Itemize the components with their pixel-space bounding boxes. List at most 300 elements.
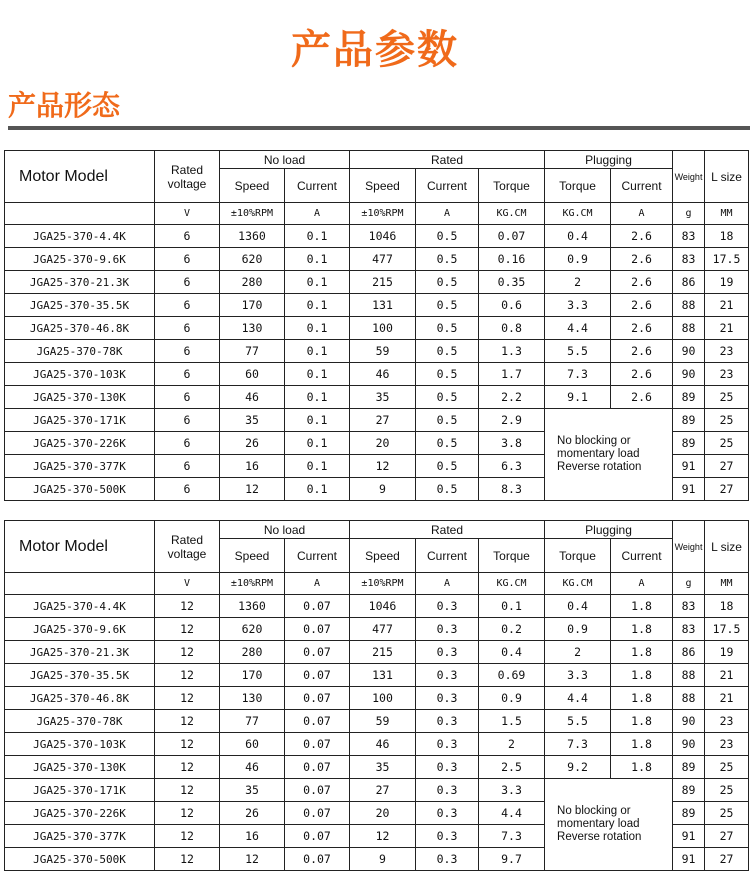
cell-rated-torque: 9.7 — [479, 848, 545, 871]
cell-voltage: 12 — [155, 641, 220, 664]
cell-plugging-current: 2.6 — [611, 386, 673, 409]
cell-motor-model: JGA25-370-130K — [5, 386, 155, 409]
cell-rated-speed: 20 — [350, 432, 416, 455]
cell-voltage: 6 — [155, 271, 220, 294]
header-rated-voltage: Rated voltage — [155, 521, 220, 573]
cell-motor-model: JGA25-370-377K — [5, 455, 155, 478]
unit-rated-torque: KG.CM — [479, 203, 545, 225]
cell-rated-current: 0.3 — [416, 664, 479, 687]
cell-no-load-speed: 620 — [220, 248, 285, 271]
cell-rated-current: 0.3 — [416, 710, 479, 733]
cell-rated-current: 0.5 — [416, 271, 479, 294]
header-weight: Weight — [673, 521, 705, 573]
header-weight: Weight — [673, 151, 705, 203]
unit-rated-speed: ±10%RPM — [350, 573, 416, 595]
cell-rated-current: 0.5 — [416, 386, 479, 409]
cell-l-size: 25 — [705, 432, 749, 455]
cell-motor-model: JGA25-370-9.6K — [5, 248, 155, 271]
cell-no-load-speed: 620 — [220, 618, 285, 641]
cell-rated-torque: 0.16 — [479, 248, 545, 271]
cell-no-load-speed: 35 — [220, 779, 285, 802]
cell-l-size: 23 — [705, 710, 749, 733]
table-row — [5, 294, 749, 317]
unit-rated-current: A — [416, 203, 479, 225]
header-rated-current: Current — [416, 539, 479, 573]
header-no-load: No load — [220, 151, 350, 169]
cell-weight: 91 — [673, 455, 705, 478]
cell-plugging-current: 1.8 — [611, 641, 673, 664]
cell-plugging-current: 2.6 — [611, 340, 673, 363]
header-plugging-torque: Torque — [545, 169, 611, 203]
cell-motor-model: JGA25-370-171K — [5, 409, 155, 432]
cell-no-load-speed: 1360 — [220, 595, 285, 618]
cell-weight: 83 — [673, 225, 705, 248]
cell-weight: 89 — [673, 432, 705, 455]
cell-no-load-speed: 170 — [220, 294, 285, 317]
unit-rated-torque: KG.CM — [479, 573, 545, 595]
cell-motor-model: JGA25-370-21.3K — [5, 641, 155, 664]
unit-no-load-current: A — [285, 573, 350, 595]
cell-weight: 90 — [673, 733, 705, 756]
cell-rated-speed: 59 — [350, 340, 416, 363]
header-plugging-current: Current — [611, 169, 673, 203]
cell-motor-model: JGA25-370-103K — [5, 363, 155, 386]
cell-plugging-current: 1.8 — [611, 687, 673, 710]
cell-rated-current: 0.3 — [416, 595, 479, 618]
cell-l-size: 25 — [705, 409, 749, 432]
note-line-2: momentary load — [557, 818, 640, 830]
cell-plugging-torque: 7.3 — [545, 363, 611, 386]
cell-plugging-torque: 5.5 — [545, 340, 611, 363]
cell-motor-model: JGA25-370-500K — [5, 848, 155, 871]
cell-l-size: 17.5 — [705, 618, 749, 641]
cell-plugging-current: 2.6 — [611, 363, 673, 386]
cell-rated-torque: 8.3 — [479, 478, 545, 501]
cell-rated-current: 0.3 — [416, 756, 479, 779]
cell-motor-model: JGA25-370-9.6K — [5, 618, 155, 641]
cell-no-load-speed: 12 — [220, 848, 285, 871]
cell-no-load-current: 0.1 — [285, 455, 350, 478]
cell-plugging-torque: 0.4 — [545, 225, 611, 248]
note-line-1: No blocking or — [557, 805, 631, 817]
cell-rated-speed: 131 — [350, 294, 416, 317]
cell-rated-torque: 3.3 — [479, 779, 545, 802]
cell-rated-torque: 6.3 — [479, 455, 545, 478]
cell-rated-speed: 215 — [350, 641, 416, 664]
table-row — [5, 409, 749, 432]
cell-rated-current: 0.5 — [416, 478, 479, 501]
table-row — [5, 317, 749, 340]
cell-no-load-current: 0.1 — [285, 225, 350, 248]
cell-voltage: 6 — [155, 363, 220, 386]
header-rated-speed: Speed — [350, 539, 416, 573]
cell-rated-torque: 1.3 — [479, 340, 545, 363]
cell-l-size: 25 — [705, 802, 749, 825]
cell-rated-current: 0.5 — [416, 248, 479, 271]
header-rated: Rated — [350, 151, 545, 169]
cell-voltage: 6 — [155, 225, 220, 248]
cell-rated-speed: 215 — [350, 271, 416, 294]
cell-motor-model: JGA25-370-171K — [5, 779, 155, 802]
cell-plugging-torque: 0.9 — [545, 618, 611, 641]
cell-rated-torque: 1.7 — [479, 363, 545, 386]
table-row — [5, 710, 749, 733]
cell-no-load-speed: 16 — [220, 825, 285, 848]
cell-no-load-current: 0.07 — [285, 664, 350, 687]
cell-no-load-speed: 130 — [220, 317, 285, 340]
cell-rated-current: 0.3 — [416, 687, 479, 710]
header-plugging-current: Current — [611, 539, 673, 573]
cell-rated-speed: 100 — [350, 317, 416, 340]
cell-plugging-current: 1.8 — [611, 756, 673, 779]
table-row — [5, 641, 749, 664]
table-row — [5, 779, 749, 802]
cell-rated-speed: 1046 — [350, 595, 416, 618]
cell-plugging-current: 1.8 — [611, 664, 673, 687]
cell-l-size: 27 — [705, 478, 749, 501]
cell-plugging-torque: 9.2 — [545, 756, 611, 779]
cell-rated-speed: 131 — [350, 664, 416, 687]
table-row — [5, 271, 749, 294]
cell-voltage: 12 — [155, 825, 220, 848]
cell-no-load-speed: 60 — [220, 733, 285, 756]
cell-motor-model: JGA25-370-226K — [5, 802, 155, 825]
cell-no-load-current: 0.1 — [285, 363, 350, 386]
cell-l-size: 23 — [705, 733, 749, 756]
cell-no-load-current: 0.1 — [285, 432, 350, 455]
note-line-3: Reverse rotation — [557, 461, 642, 473]
header-plugging: Plugging — [545, 521, 673, 539]
cell-rated-current: 0.5 — [416, 294, 479, 317]
cell-weight: 83 — [673, 618, 705, 641]
cell-motor-model: JGA25-370-103K — [5, 733, 155, 756]
cell-rated-current: 0.3 — [416, 848, 479, 871]
cell-l-size: 19 — [705, 271, 749, 294]
cell-motor-model: JGA25-370-46.8K — [5, 687, 155, 710]
cell-no-load-current: 0.07 — [285, 756, 350, 779]
cell-motor-model: JGA25-370-4.4K — [5, 225, 155, 248]
cell-weight: 90 — [673, 340, 705, 363]
cell-rated-speed: 9 — [350, 848, 416, 871]
table-row — [5, 756, 749, 779]
cell-no-load-speed: 46 — [220, 756, 285, 779]
header-no-load-current: Current — [285, 539, 350, 573]
cell-motor-model: JGA25-370-35.5K — [5, 294, 155, 317]
cell-rated-speed: 477 — [350, 618, 416, 641]
cell-motor-model: JGA25-370-226K — [5, 432, 155, 455]
table-row — [5, 664, 749, 687]
cell-voltage: 6 — [155, 340, 220, 363]
header-motor-model: Motor Model — [5, 151, 155, 203]
header-no-load-current: Current — [285, 169, 350, 203]
cell-no-load-current: 0.07 — [285, 710, 350, 733]
cell-voltage: 12 — [155, 595, 220, 618]
cell-no-load-speed: 280 — [220, 641, 285, 664]
cell-plugging-current: 2.6 — [611, 225, 673, 248]
cell-rated-speed: 35 — [350, 386, 416, 409]
cell-weight: 88 — [673, 664, 705, 687]
cell-voltage: 6 — [155, 294, 220, 317]
cell-no-load-speed: 77 — [220, 340, 285, 363]
cell-rated-current: 0.5 — [416, 317, 479, 340]
unit-plugging-torque: KG.CM — [545, 203, 611, 225]
cell-plugging-current: 1.8 — [611, 618, 673, 641]
header-rated-torque: Torque — [479, 539, 545, 573]
cell-no-load-speed: 46 — [220, 386, 285, 409]
cell-rated-speed: 27 — [350, 779, 416, 802]
unit-model-blank — [5, 203, 155, 225]
cell-weight: 88 — [673, 294, 705, 317]
cell-rated-torque: 0.6 — [479, 294, 545, 317]
table-row — [5, 733, 749, 756]
cell-rated-current: 0.5 — [416, 432, 479, 455]
cell-no-load-speed: 77 — [220, 710, 285, 733]
unit-plugging-torque: KG.CM — [545, 573, 611, 595]
cell-l-size: 27 — [705, 825, 749, 848]
cell-weight: 89 — [673, 802, 705, 825]
cell-rated-torque: 0.1 — [479, 595, 545, 618]
header-l-size: L size — [705, 521, 749, 573]
cell-motor-model: JGA25-370-35.5K — [5, 664, 155, 687]
unit-weight: g — [673, 203, 705, 225]
cell-no-load-speed: 26 — [220, 802, 285, 825]
cell-weight: 91 — [673, 825, 705, 848]
cell-no-load-current: 0.07 — [285, 825, 350, 848]
cell-voltage: 12 — [155, 618, 220, 641]
cell-rated-speed: 46 — [350, 363, 416, 386]
unit-voltage: V — [155, 573, 220, 595]
spec-table-6v — [4, 150, 749, 501]
cell-no-load-speed: 130 — [220, 687, 285, 710]
cell-l-size: 19 — [705, 641, 749, 664]
cell-rated-speed: 59 — [350, 710, 416, 733]
cell-rated-current: 0.3 — [416, 641, 479, 664]
cell-rated-torque: 7.3 — [479, 825, 545, 848]
cell-motor-model: JGA25-370-78K — [5, 710, 155, 733]
cell-rated-speed: 477 — [350, 248, 416, 271]
cell-plugging-torque: 7.3 — [545, 733, 611, 756]
cell-weight: 89 — [673, 409, 705, 432]
cell-weight: 83 — [673, 248, 705, 271]
unit-l-size: MM — [705, 203, 749, 225]
cell-l-size: 27 — [705, 848, 749, 871]
cell-motor-model: JGA25-370-4.4K — [5, 595, 155, 618]
table-row — [5, 595, 749, 618]
cell-rated-current: 0.3 — [416, 779, 479, 802]
cell-plugging-torque: 0.4 — [545, 595, 611, 618]
cell-plugging-current: 2.6 — [611, 271, 673, 294]
cell-plugging-current: 1.8 — [611, 733, 673, 756]
cell-rated-speed: 12 — [350, 455, 416, 478]
cell-rated-torque: 3.8 — [479, 432, 545, 455]
cell-l-size: 17.5 — [705, 248, 749, 271]
cell-rated-current: 0.3 — [416, 802, 479, 825]
cell-weight: 88 — [673, 687, 705, 710]
header-rated-voltage: Rated voltage — [155, 151, 220, 203]
cell-plugging-torque: 0.9 — [545, 248, 611, 271]
cell-rated-current: 0.5 — [416, 363, 479, 386]
cell-no-load-speed: 170 — [220, 664, 285, 687]
section-divider — [8, 126, 750, 130]
cell-rated-torque: 0.35 — [479, 271, 545, 294]
header-rated-current: Current — [416, 169, 479, 203]
cell-motor-model: JGA25-370-500K — [5, 478, 155, 501]
table-row — [5, 248, 749, 271]
cell-l-size: 18 — [705, 225, 749, 248]
header-plugging-torque: Torque — [545, 539, 611, 573]
cell-rated-current: 0.5 — [416, 409, 479, 432]
cell-no-load-speed: 16 — [220, 455, 285, 478]
unit-model-blank — [5, 573, 155, 595]
cell-rated-torque: 0.69 — [479, 664, 545, 687]
plugging-note — [545, 409, 673, 501]
page-title: 产品参数 — [291, 27, 459, 73]
cell-rated-torque: 0.9 — [479, 687, 545, 710]
cell-voltage: 6 — [155, 478, 220, 501]
cell-rated-speed: 12 — [350, 825, 416, 848]
cell-voltage: 12 — [155, 848, 220, 871]
table-row — [5, 618, 749, 641]
cell-no-load-current: 0.1 — [285, 294, 350, 317]
cell-weight: 86 — [673, 271, 705, 294]
cell-rated-current: 0.3 — [416, 618, 479, 641]
cell-plugging-current: 1.8 — [611, 710, 673, 733]
cell-voltage: 6 — [155, 386, 220, 409]
header-motor-model: Motor Model — [5, 521, 155, 573]
header-no-load: No load — [220, 521, 350, 539]
cell-no-load-speed: 12 — [220, 478, 285, 501]
cell-rated-speed: 1046 — [350, 225, 416, 248]
cell-l-size: 27 — [705, 455, 749, 478]
cell-motor-model: JGA25-370-78K — [5, 340, 155, 363]
cell-voltage: 12 — [155, 710, 220, 733]
header-rated-torque: Torque — [479, 169, 545, 203]
cell-rated-speed: 100 — [350, 687, 416, 710]
cell-plugging-torque: 2 — [545, 271, 611, 294]
cell-rated-speed: 20 — [350, 802, 416, 825]
unit-rated-current: A — [416, 573, 479, 595]
unit-rated-speed: ±10%RPM — [350, 203, 416, 225]
unit-plugging-current: A — [611, 573, 673, 595]
cell-no-load-current: 0.1 — [285, 386, 350, 409]
note-line-3: Reverse rotation — [557, 831, 642, 843]
header-no-load-speed: Speed — [220, 169, 285, 203]
cell-plugging-current: 2.6 — [611, 317, 673, 340]
cell-weight: 89 — [673, 779, 705, 802]
cell-no-load-current: 0.1 — [285, 340, 350, 363]
cell-plugging-torque: 2 — [545, 641, 611, 664]
table-row — [5, 340, 749, 363]
header-rated-speed: Speed — [350, 169, 416, 203]
cell-l-size: 25 — [705, 756, 749, 779]
cell-rated-current: 0.3 — [416, 733, 479, 756]
cell-plugging-torque: 3.3 — [545, 294, 611, 317]
unit-plugging-current: A — [611, 203, 673, 225]
cell-rated-torque: 2.9 — [479, 409, 545, 432]
cell-rated-speed: 46 — [350, 733, 416, 756]
header-rated: Rated — [350, 521, 545, 539]
cell-l-size: 21 — [705, 317, 749, 340]
cell-no-load-current: 0.1 — [285, 409, 350, 432]
cell-no-load-current: 0.07 — [285, 595, 350, 618]
cell-weight: 89 — [673, 386, 705, 409]
cell-rated-torque: 2.2 — [479, 386, 545, 409]
cell-no-load-current: 0.07 — [285, 641, 350, 664]
cell-voltage: 12 — [155, 779, 220, 802]
cell-l-size: 25 — [705, 779, 749, 802]
cell-motor-model: JGA25-370-21.3K — [5, 271, 155, 294]
table-row — [5, 363, 749, 386]
cell-l-size: 21 — [705, 664, 749, 687]
cell-rated-torque: 0.2 — [479, 618, 545, 641]
cell-no-load-current: 0.07 — [285, 618, 350, 641]
cell-voltage: 6 — [155, 248, 220, 271]
cell-no-load-current: 0.07 — [285, 848, 350, 871]
table-row — [5, 386, 749, 409]
cell-voltage: 6 — [155, 455, 220, 478]
cell-l-size: 23 — [705, 340, 749, 363]
cell-motor-model: JGA25-370-46.8K — [5, 317, 155, 340]
cell-no-load-speed: 35 — [220, 409, 285, 432]
cell-l-size: 25 — [705, 386, 749, 409]
cell-plugging-torque: 4.4 — [545, 687, 611, 710]
cell-no-load-current: 0.07 — [285, 687, 350, 710]
cell-rated-torque: 0.8 — [479, 317, 545, 340]
cell-voltage: 6 — [155, 409, 220, 432]
cell-weight: 90 — [673, 710, 705, 733]
cell-voltage: 12 — [155, 687, 220, 710]
cell-weight: 91 — [673, 848, 705, 871]
cell-no-load-current: 0.1 — [285, 248, 350, 271]
cell-no-load-current: 0.07 — [285, 733, 350, 756]
cell-rated-current: 0.3 — [416, 825, 479, 848]
cell-rated-speed: 35 — [350, 756, 416, 779]
cell-voltage: 6 — [155, 432, 220, 455]
table-row — [5, 225, 749, 248]
cell-l-size: 21 — [705, 687, 749, 710]
unit-no-load-speed: ±10%RPM — [220, 203, 285, 225]
note-line-1: No blocking or — [557, 435, 631, 447]
plugging-note — [545, 779, 673, 871]
cell-l-size: 23 — [705, 363, 749, 386]
cell-plugging-current: 1.8 — [611, 595, 673, 618]
unit-voltage: V — [155, 203, 220, 225]
cell-rated-current: 0.5 — [416, 455, 479, 478]
section-title: 产品形态 — [8, 89, 121, 122]
cell-rated-current: 0.5 — [416, 340, 479, 363]
spec-table-12v — [4, 520, 749, 871]
cell-voltage: 12 — [155, 733, 220, 756]
cell-weight: 90 — [673, 363, 705, 386]
cell-rated-speed: 27 — [350, 409, 416, 432]
cell-voltage: 12 — [155, 664, 220, 687]
cell-plugging-torque: 9.1 — [545, 386, 611, 409]
cell-rated-torque: 0.07 — [479, 225, 545, 248]
note-line-2: momentary load — [557, 448, 640, 460]
cell-weight: 88 — [673, 317, 705, 340]
cell-l-size: 21 — [705, 294, 749, 317]
cell-rated-current: 0.5 — [416, 225, 479, 248]
unit-no-load-speed: ±10%RPM — [220, 573, 285, 595]
header-no-load-speed: Speed — [220, 539, 285, 573]
cell-plugging-current: 2.6 — [611, 248, 673, 271]
cell-no-load-current: 0.1 — [285, 271, 350, 294]
cell-voltage: 12 — [155, 756, 220, 779]
table-row — [5, 687, 749, 710]
cell-rated-torque: 0.4 — [479, 641, 545, 664]
cell-voltage: 12 — [155, 802, 220, 825]
cell-plugging-torque: 3.3 — [545, 664, 611, 687]
